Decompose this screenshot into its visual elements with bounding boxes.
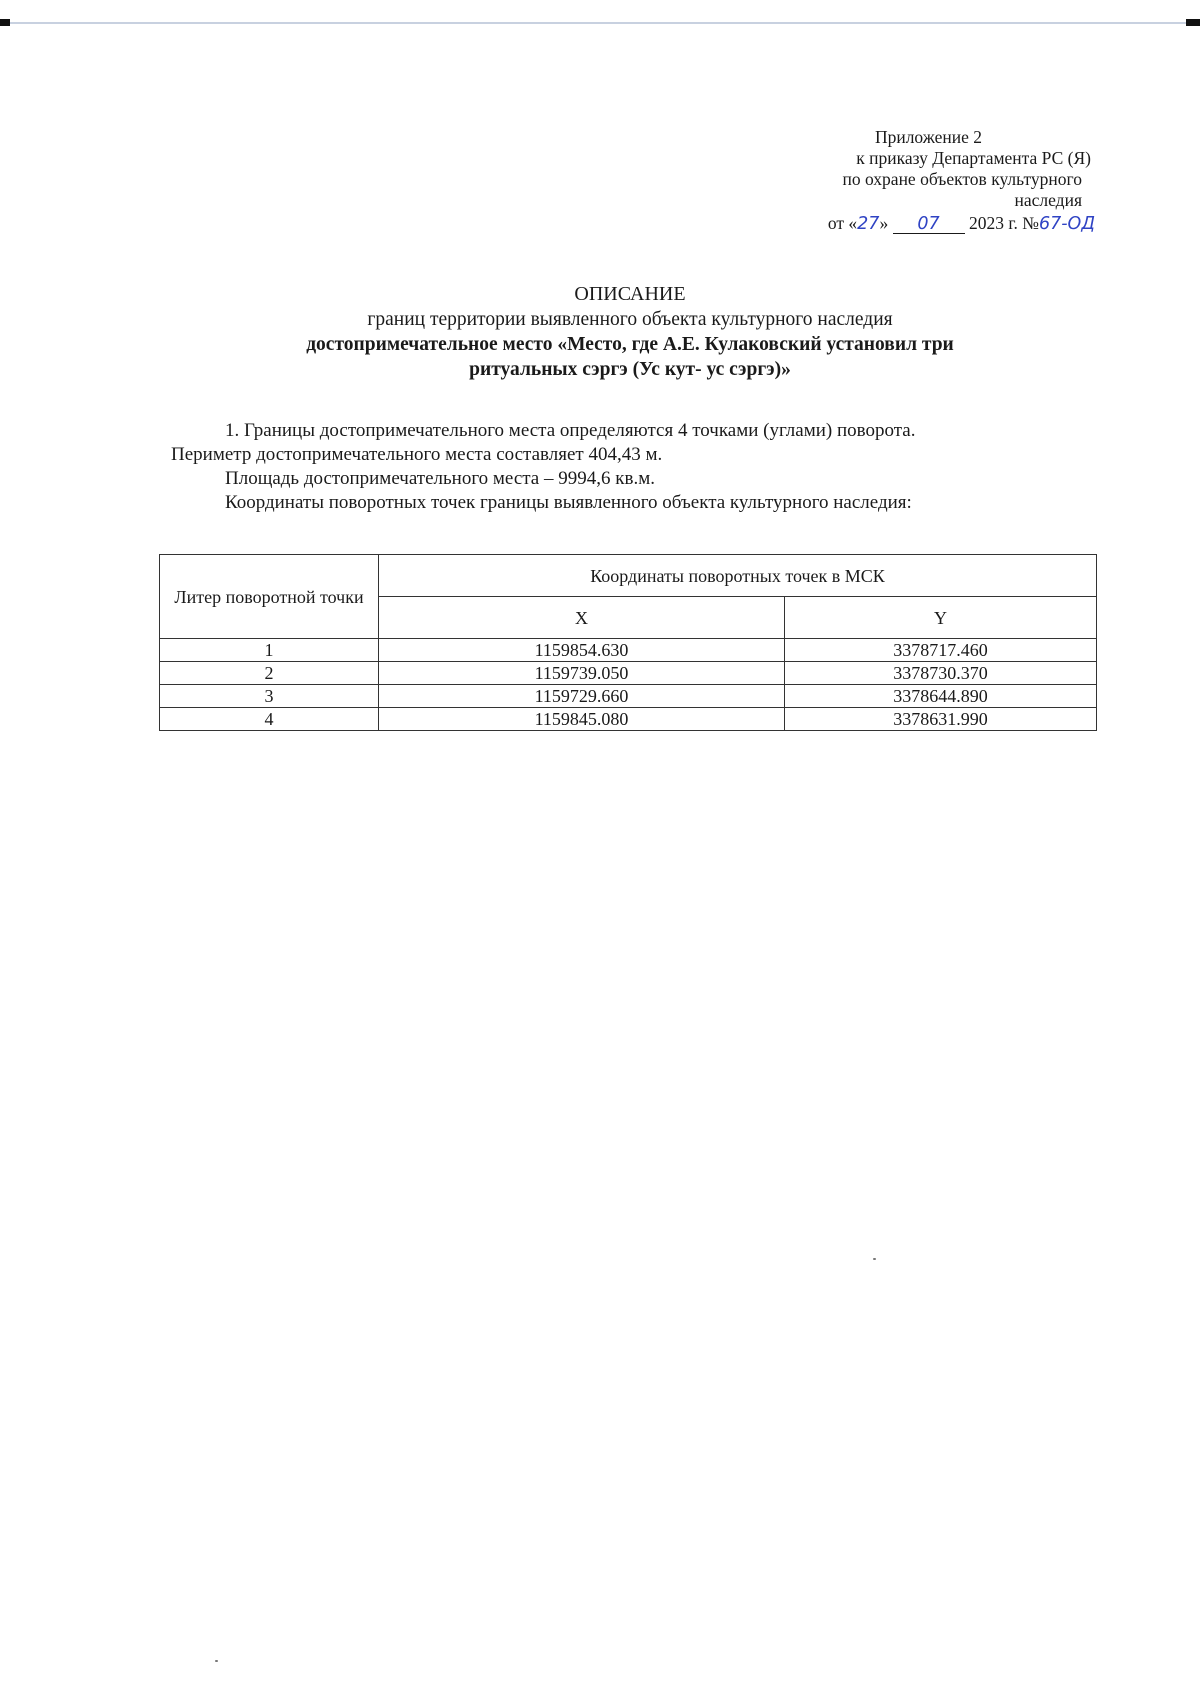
- cell-x: 1159739.050: [379, 662, 785, 685]
- scan-top-edge: [0, 22, 1200, 24]
- order-number-handwritten: 67-ОД: [1038, 214, 1095, 234]
- header-y: Y: [785, 597, 1097, 639]
- title-object-name-1: достопримечательное место «Место, где А.Е. Кулаковский установил три: [306, 334, 954, 355]
- header-point-letter: Литер поворотной точки: [160, 555, 379, 639]
- appendix-header: [775, 127, 1095, 235]
- cell-x: 1159845.080: [379, 708, 785, 731]
- cell-y: 3378717.460: [785, 639, 1097, 662]
- appendix-department: по охране объектов культурного: [842, 169, 1082, 189]
- cell-x: 1159729.660: [379, 685, 785, 708]
- cell-y: 3378644.890: [785, 685, 1097, 708]
- appendix-order-ref: к приказу Департамента РС (Я): [856, 148, 1091, 168]
- date-month-handwritten: 07: [893, 215, 965, 234]
- scan-speck: [873, 1258, 876, 1260]
- table-row: [160, 639, 1097, 662]
- paragraph-coordinates-intro: Координаты поворотных точек границы выявленного объекта культурного наследия:: [225, 492, 912, 513]
- cell-x: 1159854.630: [379, 639, 785, 662]
- scan-speck: [215, 1660, 218, 1662]
- date-mid: »: [879, 213, 889, 233]
- table-row: [160, 662, 1097, 685]
- title-subtitle: границ территории выявленного объекта культурного наследия: [367, 309, 893, 330]
- date-prefix: от «: [827, 213, 858, 233]
- cell-point: 2: [160, 662, 379, 685]
- paragraph-boundaries: 1. Границы достопримечательного места определяются 4 точками (углами) поворота.: [225, 420, 916, 441]
- date-year: 2023 г. №: [968, 213, 1039, 233]
- cell-point: 3: [160, 685, 379, 708]
- appendix-number: Приложение 2: [874, 127, 982, 147]
- coordinates-table: [159, 554, 1097, 731]
- description-body: [171, 419, 1091, 515]
- header-coordinates-group: Координаты поворотных точек в МСК: [379, 555, 1097, 597]
- order-date-line: [775, 213, 1095, 235]
- cell-y: 3378730.370: [785, 662, 1097, 685]
- scan-edge-mark-left: [0, 19, 10, 26]
- header-x: X: [379, 597, 785, 639]
- table-header-row: [160, 555, 1097, 597]
- title-main: ОПИСАНИЕ: [574, 283, 686, 305]
- scan-edge-mark-right: [1186, 19, 1200, 26]
- cell-y: 3378631.990: [785, 708, 1097, 731]
- paragraph-perimeter: Периметр достопримечательного места составляет 404,43 м.: [171, 444, 663, 465]
- table-row: [160, 685, 1097, 708]
- table-row: [160, 708, 1097, 731]
- cell-point: 4: [160, 708, 379, 731]
- appendix-department-cont: наследия: [1014, 190, 1082, 210]
- cell-point: 1: [160, 639, 379, 662]
- date-day-handwritten: 27: [857, 214, 880, 234]
- paragraph-area: Площадь достопримечательного места – 9994,6 кв.м.: [225, 468, 655, 489]
- document-title: [130, 282, 1130, 382]
- title-object-name-2: ритуальных сэргэ (Ус кут- ус сэргэ)»: [469, 359, 791, 380]
